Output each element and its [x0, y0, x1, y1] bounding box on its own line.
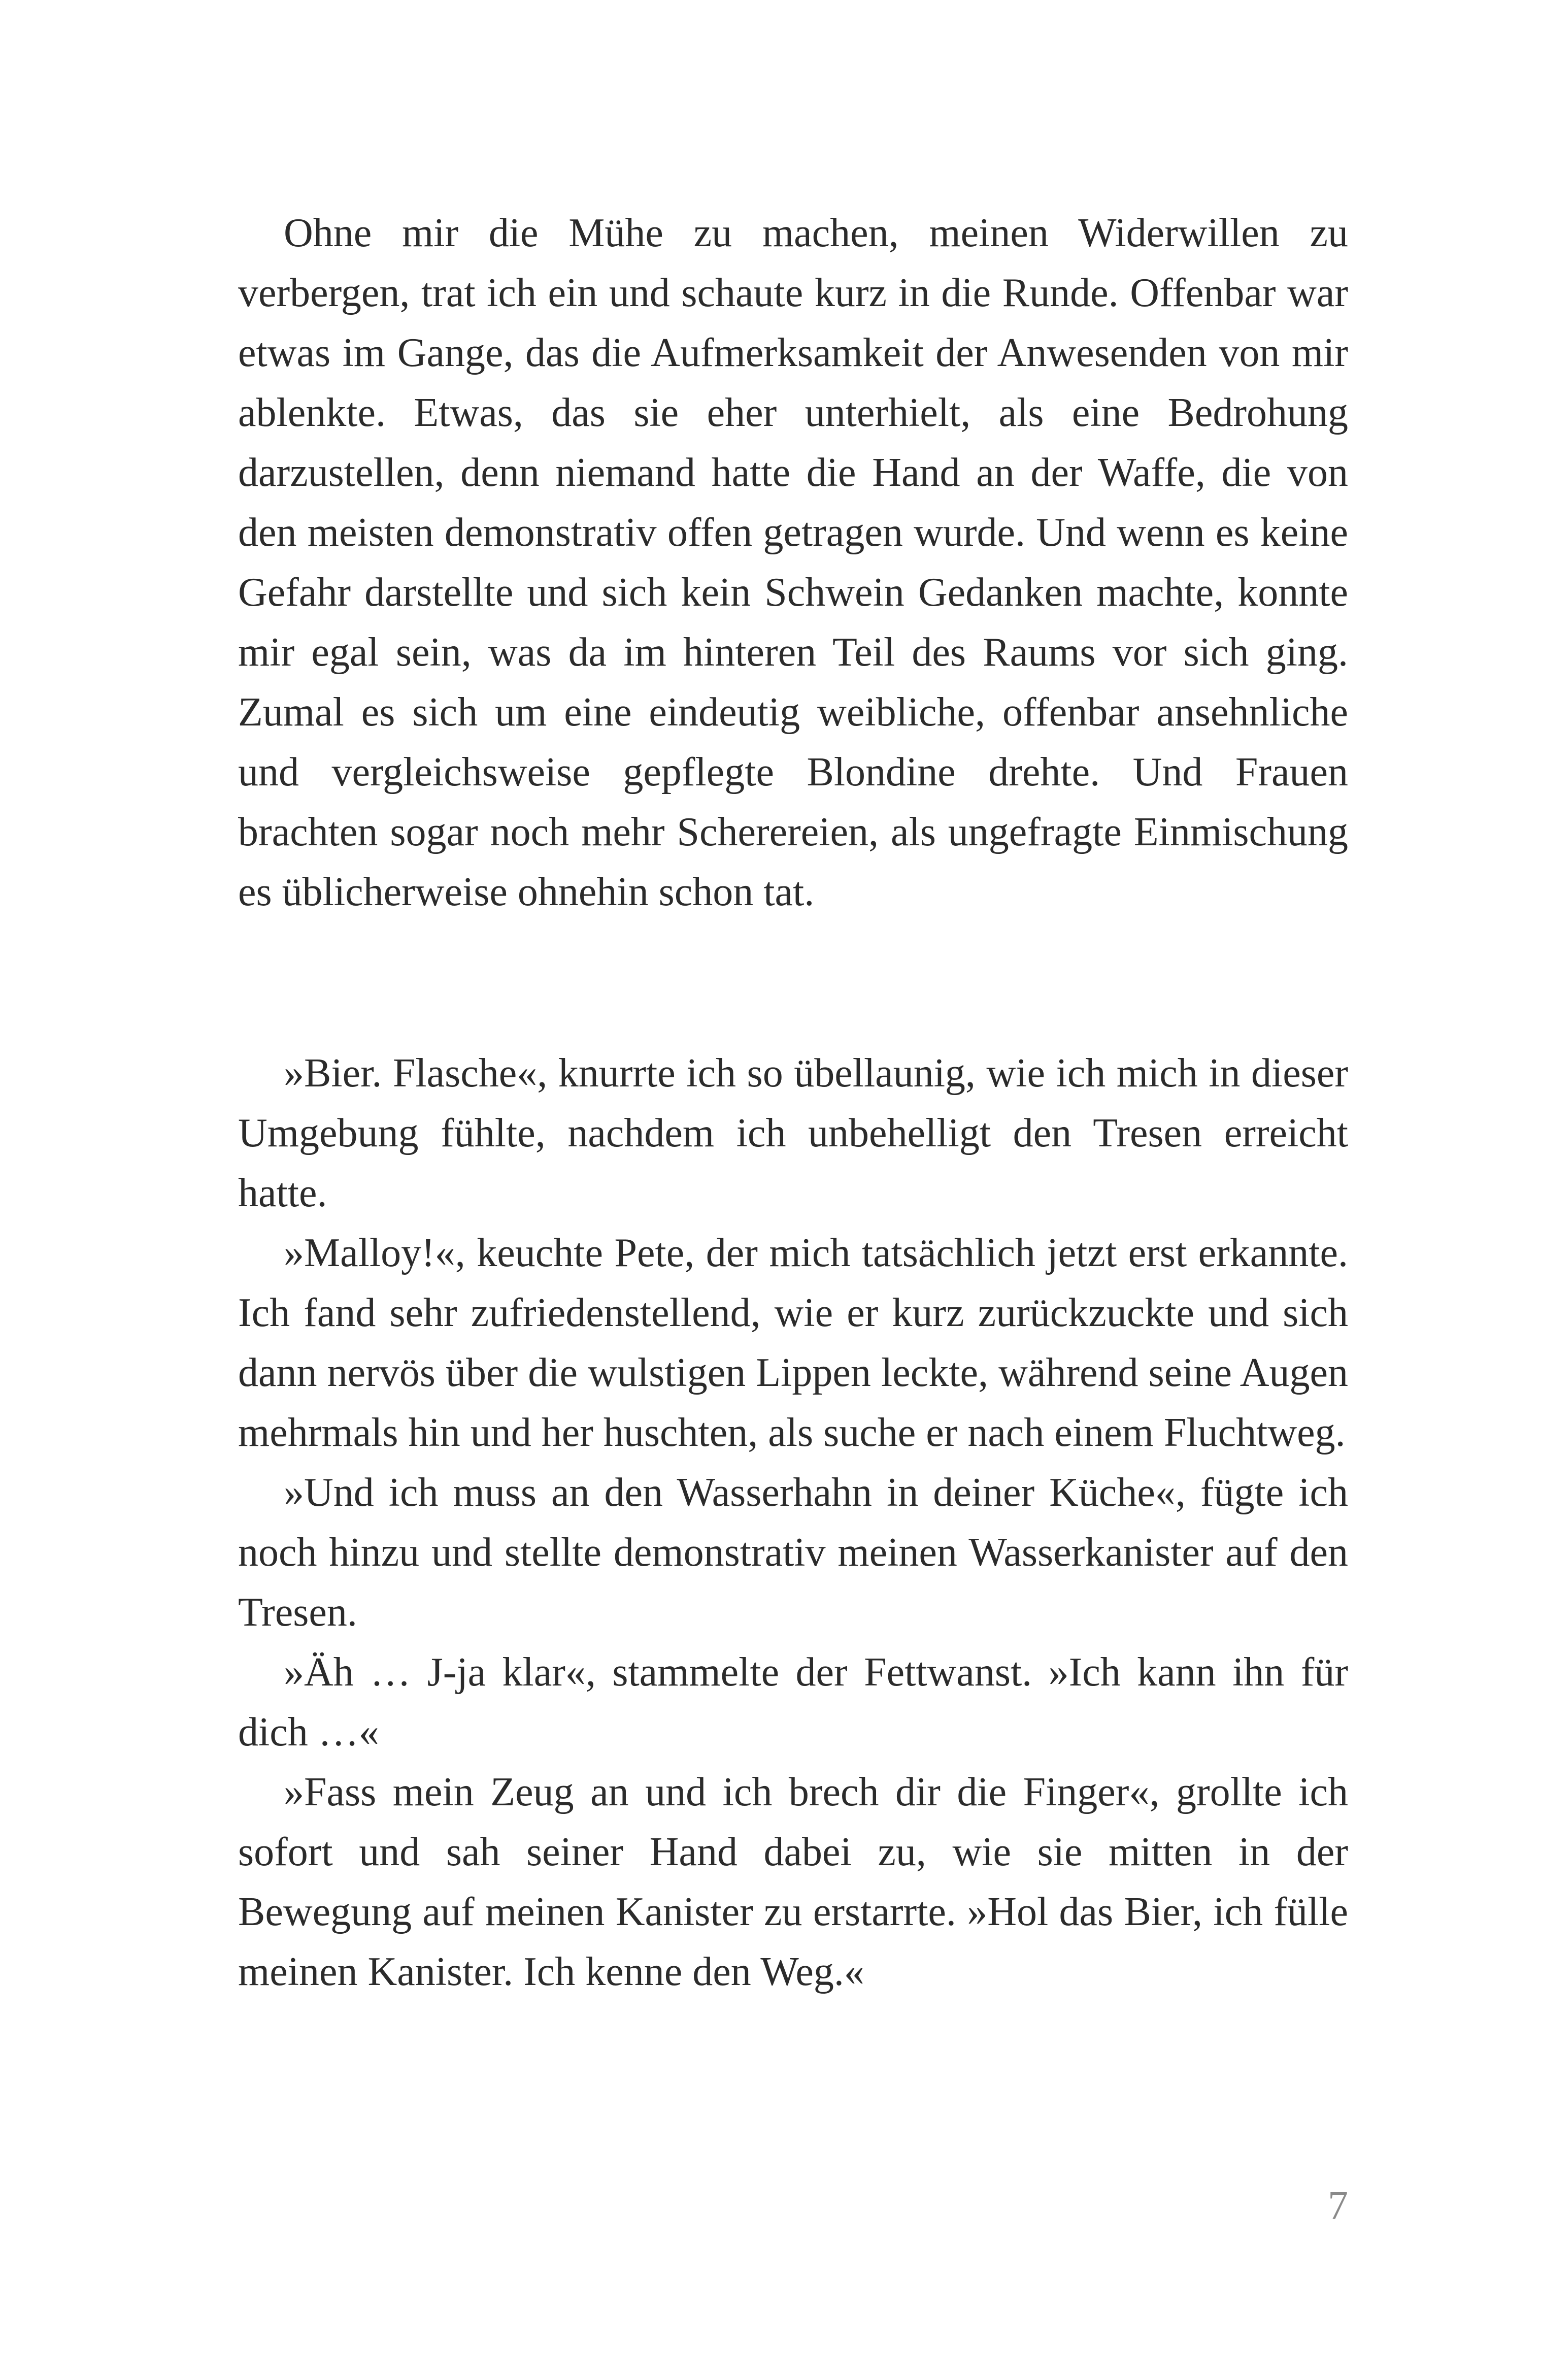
paragraph: »Malloy!«, keuchte Pete, der mich tatsächlich jetzt erst erkannte. Ich fand sehr zufriedenstellend, wie er kurz zurückzuckte und sich dann nervös über die wulstigen Lippen leckte, während seine Augen mehrmals hin und her huschten, als suche er nach einem Fluchtweg. [238, 1231, 1348, 1455]
text-section-1 [238, 203, 1348, 922]
page-number: 7 [1328, 2184, 1348, 2228]
paragraph: »Bier. Flasche«, knurrte ich so übellaunig, wie ich mich in dieser Umgebung fühlte, nachdem ich unbehelligt den Tresen erreicht hatte. [238, 1051, 1348, 1215]
paragraph: Ohne mir die Mühe zu machen, meinen Widerwillen zu verbergen, trat ich ein und schaute kurz in die Runde. Offenbar war etwas im Gange, das die Aufmerksamkeit der Anwesenden von mir ablenkte. Etwas, das sie eher unterhielt, als eine Bedrohung darzustellen, denn niemand hatte die Hand an der Waffe, die von den meisten demonstrativ offen getragen wurde. Und wenn es keine Gefahr darstellte und sich kein Schwein Gedanken machte, konnte mir egal sein, was da im hinteren Teil des Raums vor sich ging. Zumal es sich um eine eindeutig weibliche, offenbar ansehnliche und vergleichsweise gepflegte Blondine drehte. Und Frauen brachten sogar noch mehr Scherereien, als ungefragte Einmischung es üblicherweise ohnehin schon tat. [238, 211, 1348, 914]
paragraph: »Fass mein Zeug an und ich brech dir die Finger«, grollte ich sofort und sah seiner Hand dabei zu, wie sie mitten in der Bewegung auf meinen Kanister zu erstarrte. »Hol das Bier, ich fülle meinen Kanister. Ich kenne den Weg.« [238, 1770, 1348, 1994]
paragraph: »Äh … J-ja klar«, stammelte der Fettwanst. »Ich kann ihn für dich …« [238, 1650, 1348, 1755]
paragraph: »Und ich muss an den Wasserhahn in deiner Küche«, fügte ich noch hinzu und stellte demonstrativ meinen Wasserkanister auf den Tresen. [238, 1470, 1348, 1635]
text-section-2 [238, 1043, 1348, 2002]
